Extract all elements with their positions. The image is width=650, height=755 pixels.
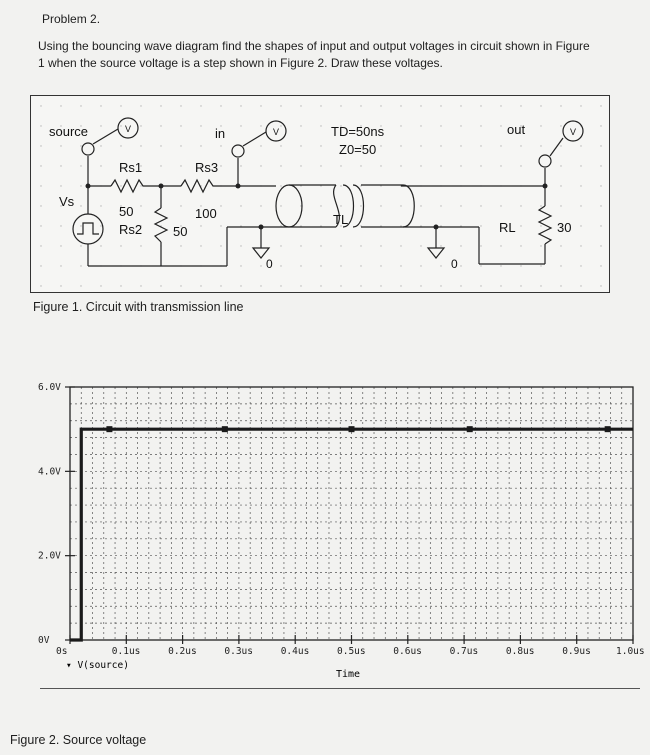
value-rs1: 50 [119, 204, 134, 219]
source-voltage-chart [0, 360, 650, 690]
page-divider [40, 688, 640, 689]
ground-label: 0 [451, 257, 458, 271]
label-z0: Z0=50 [339, 142, 377, 157]
junction-dot [86, 184, 91, 189]
x-tick-label: 0.7us [449, 646, 479, 657]
y-tick-label: 0V [38, 635, 50, 646]
label-in: in [215, 126, 226, 141]
x-tick-label: 0.1us [111, 646, 141, 657]
label-vs: Vs [59, 194, 75, 209]
value-rl: 30 [557, 220, 572, 235]
x-tick-label: 0.2us [168, 646, 197, 657]
label-td: TD=50ns [331, 124, 385, 139]
x-tick-label: 0.3us [224, 646, 254, 657]
probe-glyph: V [273, 127, 280, 137]
series-marker [349, 426, 355, 432]
figure-1-caption: Figure 1. Circuit with transmission line [33, 300, 244, 314]
x-tick-label: 1.0us [616, 646, 645, 657]
series-marker [222, 426, 228, 432]
series-marker [605, 426, 611, 432]
junction-dot [543, 184, 548, 189]
value-rs2: 50 [173, 224, 188, 239]
probe-glyph: V [570, 127, 577, 137]
circuit-schematic [30, 95, 610, 293]
chart-grid [70, 387, 633, 640]
y-tick-label: 6.0V [38, 382, 61, 393]
x-axis-label: Time [336, 669, 361, 680]
label-rs2: Rs2 [119, 222, 143, 237]
probe-glyph: V [125, 124, 132, 134]
label-source: source [49, 124, 89, 139]
y-tick-label: 2.0V [38, 550, 61, 562]
x-tick-label: 0.9us [562, 646, 591, 657]
series-marker [467, 426, 473, 432]
label-rs3: Rs3 [195, 160, 219, 175]
label-tl: TL [333, 212, 349, 227]
junction-dot [236, 184, 241, 189]
x-tick-label: 0.5us [337, 646, 366, 657]
circuit-drawing [31, 96, 609, 292]
label-out: out [507, 122, 526, 137]
chart-axes [65, 387, 633, 644]
series-marker [106, 426, 112, 432]
junction-dot [159, 184, 164, 189]
label-rs1: Rs1 [119, 160, 143, 175]
legend-entry-v-source: ▾ V(source) [66, 660, 129, 671]
chart-tick-labels [38, 382, 645, 657]
junction-dot [259, 225, 264, 230]
y-tick-label: 4.0V [38, 466, 61, 478]
junction-dot [434, 225, 439, 230]
x-tick-label: 0s [56, 646, 68, 657]
value-rs3: 100 [195, 206, 217, 221]
x-tick-label: 0.6us [393, 646, 422, 657]
x-tick-label: 0.8us [505, 646, 535, 657]
x-tick-label: 0.4us [280, 646, 310, 657]
label-rl: RL [499, 220, 516, 235]
problem-title: Problem 2. [42, 12, 101, 26]
ground-label: 0 [266, 257, 273, 271]
figure-2-caption: Figure 2. Source voltage [10, 733, 147, 747]
problem-statement: Using the bouncing wave diagram find the shapes of input and output voltages in circuit shown in Figure 1 when the source voltage is a step shown in Figure 2. Draw these voltages. [38, 39, 590, 70]
